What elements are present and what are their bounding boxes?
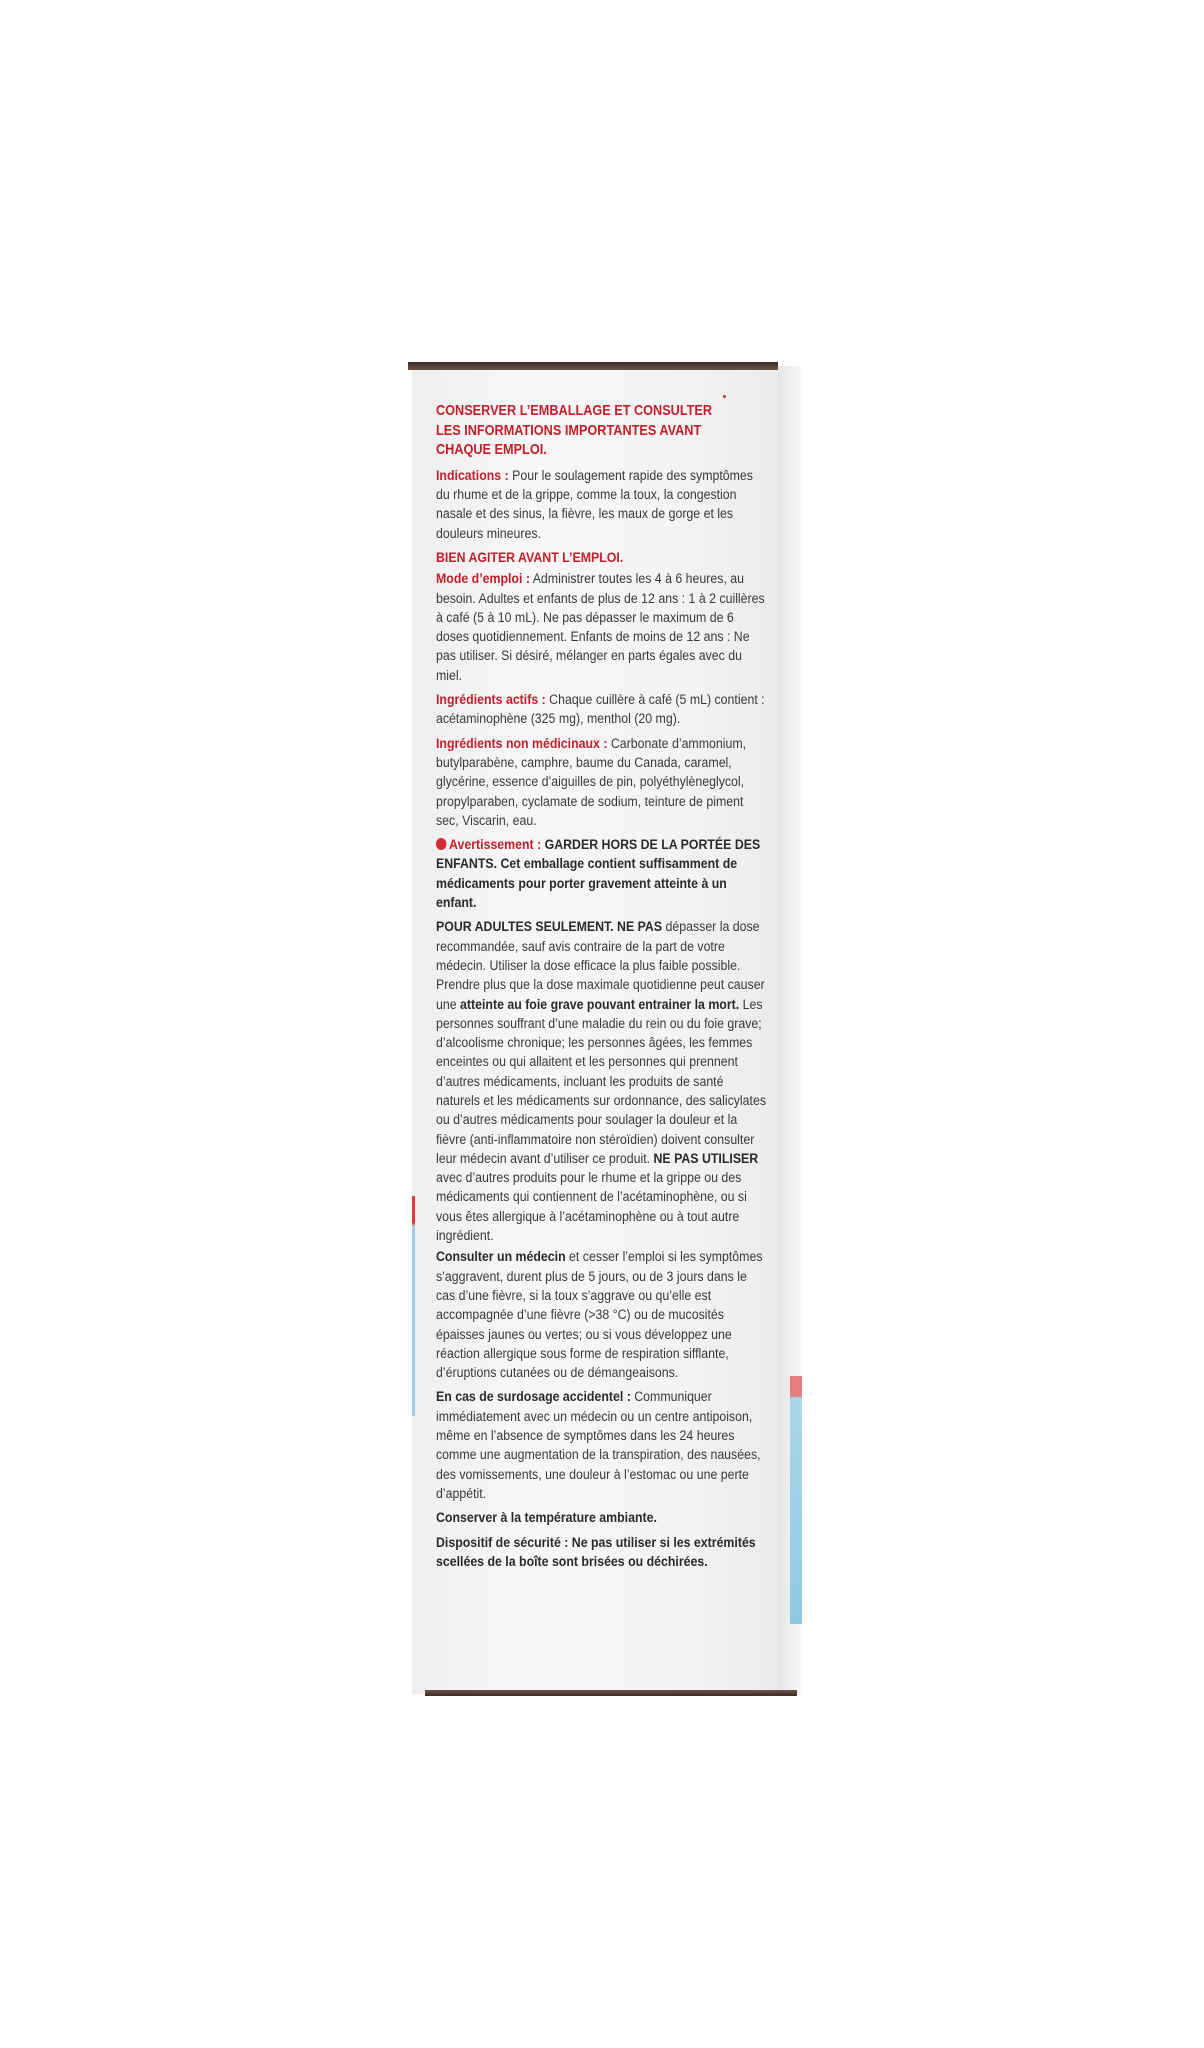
- indications-text: Pour le soulagement rapide des symptômes du rhume et de la grippe, comme la toux, la congestion nasale et des sinus, la fièvre, les maux de gorge et les douleurs mineures.: [436, 467, 753, 542]
- nonmedicinal-ingredients-section: [436, 735, 767, 831]
- active-ingredients-text: Chaque cuillère à café (5 mL) contient : acétaminophène (325 mg), menthol (20 mg).: [436, 692, 765, 728]
- header-line-3: CHAQUE EMPLOI.: [436, 442, 547, 459]
- directions-section: [436, 570, 767, 686]
- security-device-text: Dispositif de sécurité : Ne pas utiliser si les extrémités scellées de la boîte sont brisées ou déchirées.: [436, 1534, 756, 1570]
- adults-only-section: [436, 918, 767, 1246]
- shake-instruction: BIEN AGITER AVANT L’EMPLOI.: [436, 549, 624, 566]
- consult-doctor-heading: Consulter un médecin: [436, 1249, 566, 1266]
- header-line-1: CONSERVER L’EMBALLAGE ET CONSULTER: [436, 403, 713, 419]
- indications-section: [436, 467, 767, 544]
- adults-text-2: Les personnes souffrant d’une maladie du rein ou du foie grave; d’alcoolisme chronique; les personnes âgées, les femmes enceintes ou qui allaitent et les personnes qui prennent d’autres médicaments, incluant les produits de santé naturels et les médicaments sur ordonnance, des salicylates ou d’autres médicaments pour soulager la douleur et la fièvre (anti-inflammatoire non stéroïdien) doivent consulter leur médecin avant d’utiliser ce produit.: [436, 996, 767, 1167]
- active-ingredients-label: Ingrédients actifs :: [436, 692, 546, 709]
- adults-text-1: dépasser la dose recommandée, sauf avis contraire de la part de votre médecin. Utiliser la dose efficace la plus faible possible. Prendre plus que la dose maximale quotidienne peut causer une: [436, 919, 765, 1013]
- adults-only-heading: POUR ADULTES SEULEMENT. NE PAS: [436, 919, 663, 936]
- directions-label: Mode d’emploi :: [436, 571, 530, 588]
- package-bottom-edge: [425, 1690, 797, 1696]
- warning-text: GARDER HORS DE LA PORTÉE DES ENFANTS. Cet emballage contient suffisamment de médicaments pour porter gravement atteinte à un enfant.: [436, 837, 761, 912]
- do-not-use-heading: NE PAS UTILISER: [653, 1150, 759, 1167]
- package-color-accent-right: [790, 1376, 802, 1624]
- consult-doctor-section: [436, 1248, 767, 1383]
- storage-instruction: Conserver à la température ambiante.: [436, 1510, 657, 1527]
- consult-doctor-text: et cesser l’emploi si les symptômes s’aggravent, durent plus de 5 jours, ou de 3 jours dans le cas d’une fièvre, si la toux s’aggrave ou qu’elle est accompagnée d’une fièvre (>38 °C) ou de mucosités épaisses jaunes ou vertes; ou si vous développez une réaction allergique sous forme de respiration sifflante, d’éruptions cutanées ou de démangeaisons.: [436, 1249, 763, 1382]
- nonmedicinal-ingredients-label: Ingrédients non médicinaux :: [436, 735, 608, 752]
- indications-label: Indications :: [436, 467, 509, 484]
- label-text-block: [436, 402, 767, 1577]
- warning-dot-icon: [436, 838, 446, 850]
- print-speck: [723, 395, 726, 398]
- active-ingredients-section: [436, 691, 767, 730]
- warning-label: Avertissement :: [449, 837, 542, 854]
- directions-text: Administrer toutes les 4 à 6 heures, au besoin. Adultes et enfants de plus de 12 ans : 1 à 2 cuillères à café (5 à 10 mL). Ne pas dépasser le maximum de 6 doses quotidiennement. Enfants de moins de 12 ans : Ne pas utiliser. Si désiré, mélanger en parts égales avec du miel.: [436, 571, 765, 684]
- package-top-edge: [408, 362, 778, 370]
- warning-section: [436, 836, 767, 913]
- adults-text-3: avec d’autres produits pour le rhume et la grippe ou des médicaments qui contiennent de l’acétaminophène, ou si vous êtes allergique à l’acétaminophène ou à tout autre ingrédient.: [436, 1170, 747, 1245]
- overdose-label: En cas de surdosage accidentel :: [436, 1389, 631, 1406]
- header-line-2: LES INFORMATIONS IMPORTANTES AVANT: [436, 422, 702, 439]
- liver-warning: atteinte au foie grave pouvant entrainer la mort.: [460, 996, 740, 1013]
- overdose-section: [436, 1388, 767, 1504]
- package-color-accent-left: [412, 1196, 415, 1416]
- header-warning: [436, 402, 767, 461]
- nonmedicinal-ingredients-text: Carbonate d’ammonium, butylparabène, camphre, baume du Canada, caramel, glycérine, essence d’aiguilles de pin, polyéthylèneglycol, propylparaben, cyclamate de sodium, teinture de piment sec, Viscarin, eau.: [436, 735, 747, 829]
- overdose-text: Communiquer immédiatement avec un médecin ou un centre antipoison, même en l’absence de symptômes dans les 24 heures comme une augmentation de la transpiration, des nausées, des vomissements, une douleur à l’estomac ou une perte d’appétit.: [436, 1389, 761, 1502]
